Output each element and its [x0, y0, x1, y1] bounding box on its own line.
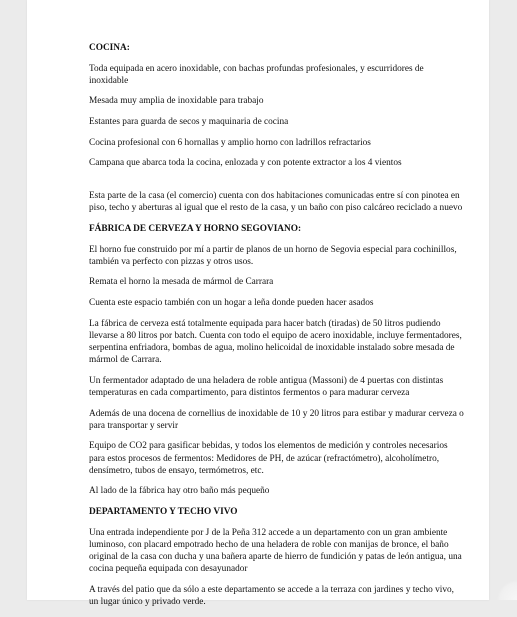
paragraph: El horno fue construido por mí a partir de planos de un horno de Segovia especial para cochinillos, también va perfecto con pizzas y otros usos. — [89, 244, 464, 268]
section-heading-cocina: COCINA: — [89, 42, 464, 54]
paragraph: Remata el horno la mesada de mármol de Carrara — [89, 276, 464, 288]
document-content — [89, 42, 464, 617]
paragraph: Esta parte de la casa (el comercio) cuenta con dos habitaciones comunicadas entre sí con pinotea en piso, techo y aberturas al igual que el resto de la casa, y un baño con piso calcáreo reciclado a nuevo — [89, 190, 464, 214]
section-heading-departamento: DEPARTAMENTO Y TECHO VIVO — [89, 506, 464, 518]
paragraph: A través del patio que da sólo a este departamento se accede a la terraza con jardines y techo vivo, un lugar único y privado verde. — [89, 584, 464, 608]
paragraph: Cocina profesional con 6 hornallas y amplio horno con ladrillos refractarios — [89, 137, 464, 149]
paragraph: Cuenta este espacio también con un hogar a leña donde pueden hacer asados — [89, 297, 464, 309]
paragraph: Al lado de la fábrica hay otro baño más pequeño — [89, 485, 464, 497]
paragraph: Estantes para guarda de secos y maquinaria de cocina — [89, 116, 464, 128]
paragraph: Una entrada independiente por J de la Peña 312 accede a un departamento con un gran ambiente luminoso, con placard empotrado hecho de una heladera de roble con manijas de bronce, el baño original de la casa con ducha y una bañera aparte de hierro de fundición y patas de león antigua, una cocina pequeña equipada con desayunador — [89, 527, 464, 576]
paragraph: Equipo de CO2 para gasificar bebidas, y todos los elementos de medición y controles necesarios para estos procesos de fermentos: Medidores de PH, de azúcar (refractómetro), alcoholímetro, densímetro, tubos de ensayo, termómetros, etc. — [89, 440, 464, 477]
paragraph: Un fermentador adaptado de una heladera de roble antigua (Massoni) de 4 puertas con distintas temperaturas en cada compartimento, para distintos fermentos o para madurar cerveza — [89, 375, 464, 399]
document-page — [27, 0, 489, 600]
section-heading-fabrica: FÁBRICA DE CERVEZA Y HORNO SEGOVIANO: — [89, 223, 464, 235]
blank-line — [89, 178, 464, 191]
corner-shadow — [497, 580, 517, 600]
paragraph: La fábrica de cerveza está totalmente equipada para hacer batch (tiradas) de 50 litros pudiendo llevarse a 80 litros por batch. Cuenta con todo el equipo de acero inoxidable, incluye fermentadores, serpentina enfriadora, bombas de agua, molino helicoidal de inoxidable instalado sobre mesada de mármol de Carrara. — [89, 318, 464, 367]
paragraph: Mesada muy amplia de inoxidable para trabajo — [89, 95, 464, 107]
paragraph: Toda equipada en acero inoxidable, con bachas profundas profesionales, y escurridores de inoxidable — [89, 63, 464, 87]
paragraph: Campana que abarca toda la cocina, enlozada y con potente extractor a los 4 vientos — [89, 157, 464, 169]
paragraph: Además de una docena de cornellius de inoxidable de 10 y 20 litros para estibar y madurar cerveza o para transportar y servir — [89, 408, 464, 432]
